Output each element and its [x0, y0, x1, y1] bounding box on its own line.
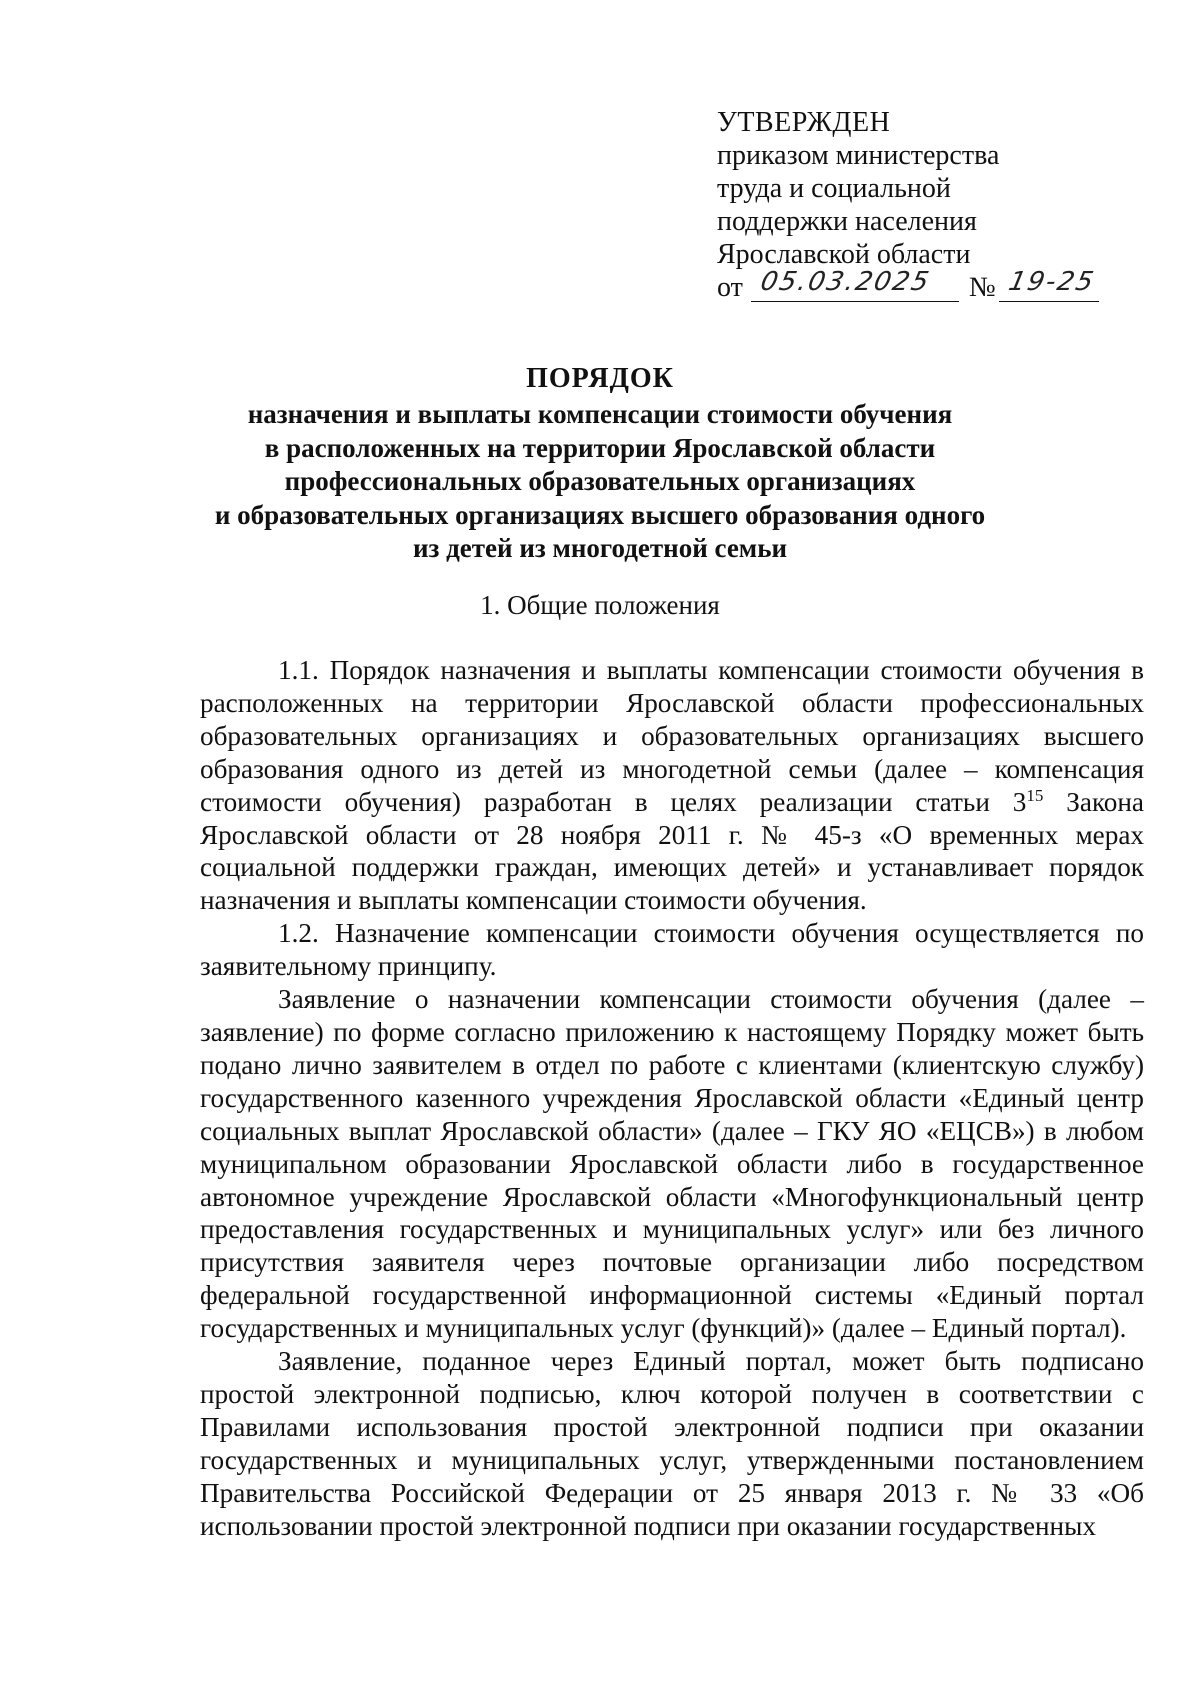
- document-subtitle: [160, 398, 1040, 566]
- document-body: [200, 654, 1144, 1542]
- paragraph-1-1-text: 1.1. Порядок назначения и выплаты компенсации стоимости обучения в расположенных на территории Ярославской области профессиональных образовательных организациях и образовательных организациях высшего образования одного из детей из многодетной семьи (далее – компенсация стоимости обучения) разработан в целях реализации статьи 3: [200, 655, 1144, 817]
- handwritten-number: 19-25: [1005, 267, 1098, 297]
- number-prefix: №: [969, 272, 996, 303]
- subtitle-line: в расположенных на территории Ярославской области: [264, 432, 936, 463]
- subtitle-line: назначения и выплаты компенсации стоимости обучения: [247, 399, 953, 429]
- paragraph-electronic-signature: Заявление, поданное через Единый портал, может быть подписано простой электронной подписью, ключ которой получен в соответствии с Правилами использования простой электронной подписи при оказании государственных и муниципальных услуг, утвержденными постановлением Правительства Российской Федерации от 25 января 2013 г. № 33 «Об использовании простой электронной подписи при оказании государственных: [200, 1346, 1144, 1541]
- date-prefix: от: [717, 272, 743, 303]
- approval-line: труда и социальной: [717, 173, 951, 204]
- paragraph-1-1: [200, 654, 1144, 917]
- approval-block: [717, 106, 1117, 307]
- article-superscript: 15: [1026, 785, 1044, 805]
- subtitle-line: профессиональных образовательных организациях: [284, 466, 916, 496]
- number-field: [999, 267, 1099, 302]
- document-title: ПОРЯДОК: [526, 363, 674, 394]
- paragraph-1-2: 1.2. Назначение компенсации стоимости обучения осуществляется по заявительному принципу.: [200, 918, 1144, 982]
- subtitle-line: и образовательных организациях высшего образования одного: [214, 499, 986, 530]
- approval-line: поддержки населения: [717, 206, 977, 237]
- paragraph-1-1-text-end: Закона Ярославской области от 28 ноября 2011 г. № 45-з «О временных мерах социальной поддержки граждан, имеющих детей» и устанавливает порядок назначения и выплаты компенсации стоимости обучения.: [200, 786, 1144, 916]
- approval-line: Ярославской области: [717, 239, 971, 270]
- approval-date-number-row: [717, 267, 1117, 307]
- section-title: 1. Общие положения: [480, 590, 720, 620]
- approval-title: УТВЕРЖДЕН: [717, 107, 891, 138]
- paragraph-application: Заявление о назначении компенсации стоимости обучения (далее – заявление) по форме согласно приложению к настоящему Порядку может быть подано лично заявителем в отдел по работе с клиентами (клиентскую службу) государственного казенного учреждения Ярославской области «Единый центр социальных выплат Ярославской области» (далее – ГКУ ЯО «ЕЦСВ») в любом муниципальном образовании Ярославской области либо в государственное автономное учреждение Ярославской области «Многофункциональный центр предоставления государственных и муниципальных услуг» или без личного присутствия заявителя через почтовые организации либо посредством федеральной государственной информационной системы «Единый портал государственных и муниципальных услуг (функций)» (далее – Единый портал).: [200, 984, 1144, 1344]
- handwritten-date: 05.03.2025: [757, 267, 934, 297]
- approval-line: приказом министерства: [717, 140, 1000, 171]
- date-field: [751, 267, 959, 302]
- subtitle-line: из детей из многодетной семьи: [412, 533, 788, 563]
